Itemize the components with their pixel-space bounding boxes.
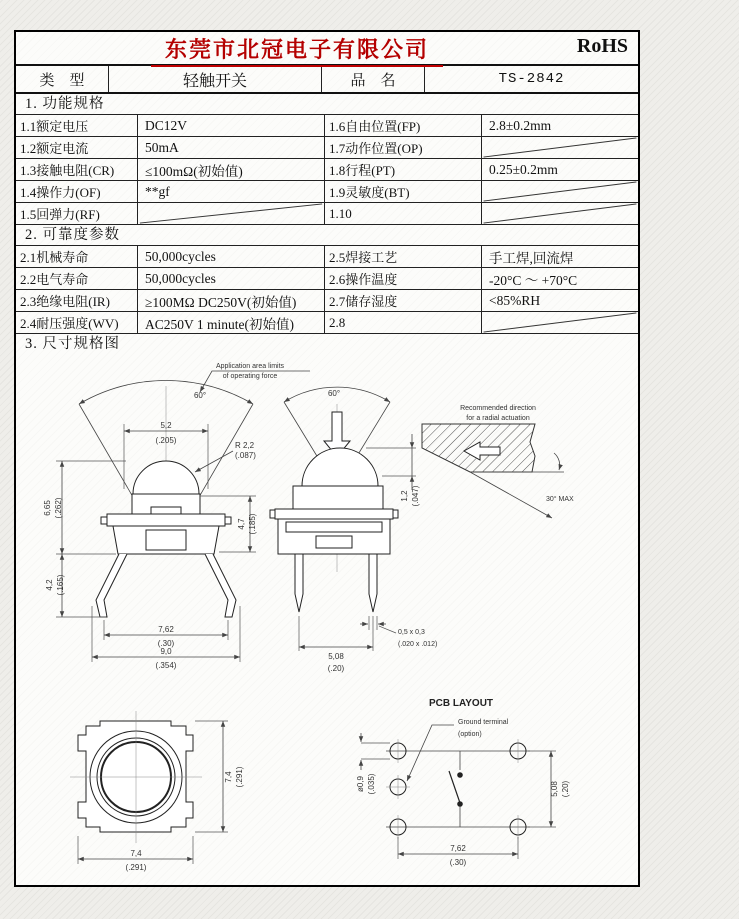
hole-dia-inch-label: (.035) [367,773,376,795]
pcb-layout-title: PCB LAYOUT [428,698,494,709]
ground-terminal-label: Ground terminal [458,719,509,726]
table-row [16,290,638,312]
spec-value: 50,000cycles [138,246,325,268]
table-row [16,268,638,290]
ground-terminal-label: (option) [458,731,482,738]
angle-60-side-label: 60° [327,389,341,398]
dim-4-7-label: 4,7 [237,518,246,530]
dim-7-62-label: 7,62 [158,625,174,634]
top-view-drawing [70,711,244,872]
pcb-dim-7-62-label: 7,62 [450,844,466,853]
radius-label: R 2,2 [235,441,255,450]
title-row [16,32,638,66]
rohs-mark: RoHS [576,35,628,57]
spec-label: 1.8行程(PT) [325,159,482,181]
dim-4-2-label: 4,2 [45,579,54,591]
section-3-header: 3. 尺寸规格图 [25,336,120,352]
spec-label: 2.1机械寿命 [16,246,138,268]
switch-symbol [449,751,463,827]
section-1-header: 1. 功能规格 [16,94,638,115]
spec-label: 2.7储存湿度 [325,290,482,312]
spec-table-section-2 [16,246,638,334]
product-name-value: TS-2842 [498,71,565,87]
spec-value: <85%RH [482,290,638,312]
spec-value: ≥100MΩ DC250V(初始值) [138,290,325,312]
spec-value: 0.25±0.2mm [482,159,638,181]
empty-cell-diagonal [138,203,325,225]
table-row [16,203,638,225]
dim-9-0-label: 9,0 [160,647,172,656]
pcb-dim-7-62-inch-label: (.30) [449,858,467,867]
dim-5-2-label: 5,2 [160,421,172,430]
dim-4-2-inch-label: (.165) [56,574,65,596]
type-value: 轻触开关 [109,66,322,92]
dim-7-4-v-label: 7,4 [224,771,233,783]
empty-cell-diagonal [482,137,638,159]
table-row [16,312,638,334]
dim-5-08-label: 5,08 [328,652,344,661]
company-name: 东莞市北冠电子有限公司 [16,33,578,67]
application-area-label: Application area limits [215,363,285,370]
spec-label: 2.5焊接工艺 [325,246,482,268]
angle-60-front-label: 60° [193,391,207,400]
spec-value: 手工焊,回流焊 [482,246,638,268]
dim-7-62-inch-label: (.30) [157,639,175,648]
radial-direction-label: Recommended direction [460,405,536,412]
dimension-drawing [16,354,638,891]
spec-label: 1.5回弹力(RF) [16,203,138,225]
radius-inch-label: (.087) [235,451,256,460]
spec-label: 2.3绝缘电阻(IR) [16,290,138,312]
spec-value: 50mA [138,137,325,159]
spec-value: **gf [138,181,325,203]
dim-7-4-v-inch-label: (.291) [235,766,244,788]
pcb-dim-5-08-inch-label: (.20) [561,780,570,798]
type-name-row [16,66,638,94]
table-row [16,159,638,181]
spec-label: 1.10 [325,203,482,225]
dim-1-2-inch-label: (.047) [411,485,420,507]
radial-actuation-drawing [422,405,574,518]
product-name-label: 品 名 [322,66,425,92]
pcb-holes [386,739,526,839]
dim-9-0-inch-label: (.354) [155,661,177,670]
table-row [16,181,638,203]
dim-4-7-inch-label: (.185) [248,513,257,535]
radial-direction-label: for a radial actuation [466,415,530,422]
spec-label: 1.4操作力(OF) [16,181,138,203]
dim-1-2-label: 1,2 [400,490,409,502]
empty-cell-diagonal [482,203,638,225]
spec-table-section-1 [16,115,638,225]
table-row [16,246,638,268]
spec-label: 1.7动作位置(OP) [325,137,482,159]
spec-label: 1.6自由位置(FP) [325,115,482,137]
pcb-dim-5-08-label: 5,08 [550,781,559,797]
spec-value: 2.8±0.2mm [482,115,638,137]
spec-value: AC250V 1 minute(初始值) [138,312,325,334]
dim-6-65-inch-label: (.262) [54,497,63,519]
empty-cell-diagonal [482,181,638,203]
dim-5-2-inch-label: (.205) [155,436,177,445]
section-2-header: 2. 可靠度参数 [16,225,638,246]
spec-label: 2.4耐压强度(WV) [16,312,138,334]
document-frame [14,30,640,887]
empty-cell-diagonal [482,312,638,334]
spec-value: -20°C ～ +70°C [482,268,638,290]
dim-6-65-label: 6,65 [43,500,52,516]
angle-30-max-label: 30° MAX [546,496,574,503]
spec-label: 1.1额定电压 [16,115,138,137]
spec-value: DC12V [138,115,325,137]
dim-7-4-h-label: 7,4 [130,849,142,858]
spec-value: ≤100mΩ(初始值) [138,159,325,181]
spec-label: 2.2电气寿命 [16,268,138,290]
spec-label: 1.3接触电阻(CR) [16,159,138,181]
dim-7-4-h-inch-label: (.291) [125,863,147,872]
application-area-label: of operating force [222,373,278,380]
spec-label: 1.2额定电流 [16,137,138,159]
pcb-layout-drawing [356,698,570,867]
hole-dia-label: ø0,9 [356,775,365,793]
type-label: 类 型 [16,66,109,92]
spec-label: 1.9灵敏度(BT) [325,181,482,203]
side-view-drawing [270,387,437,673]
pin-size-inch-label: (.020 x .012) [398,641,438,648]
dim-5-08-inch-label: (.20) [327,664,345,673]
spec-label: 2.6操作温度 [325,268,482,290]
pin-size-label: 0,5 x 0,3 [398,629,425,636]
table-row [16,115,638,137]
table-row [16,137,638,159]
spec-value: 50,000cycles [138,268,325,290]
spec-label: 2.8 [325,312,482,334]
